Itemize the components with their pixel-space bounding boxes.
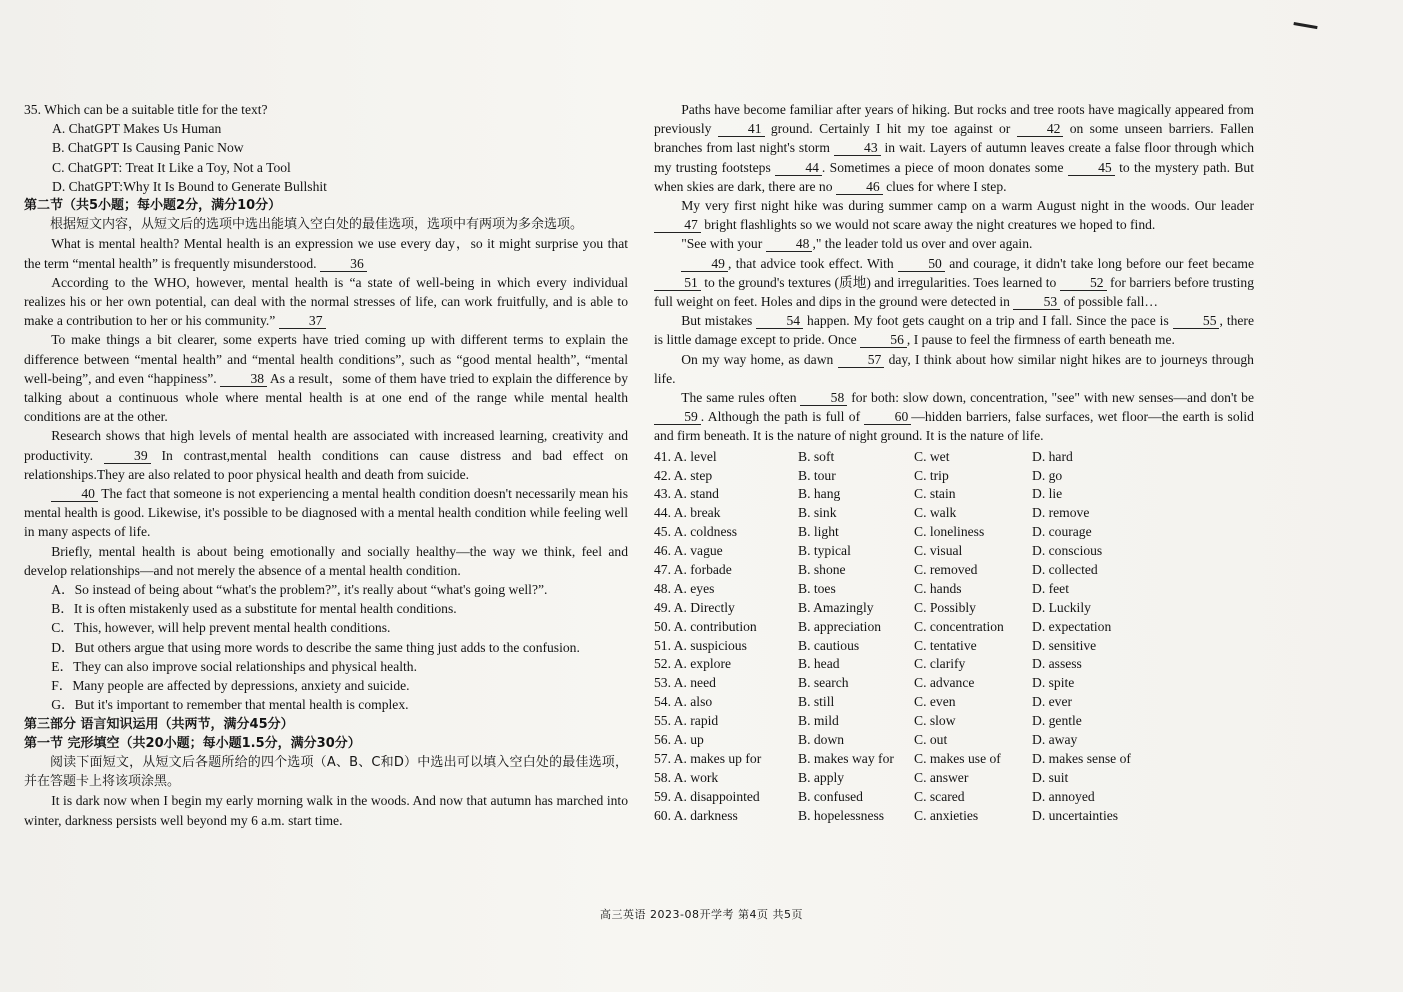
passage-paragraph <box>24 273 628 331</box>
cloze-option: 42. A. step <box>654 467 713 483</box>
cloze-option: 52. A. explore <box>654 656 732 672</box>
blank-36: 36 <box>320 256 367 272</box>
cloze-option: D. annoyed <box>1032 788 1095 804</box>
cloze-option: C. clarify <box>914 656 966 672</box>
cloze-text: bright flashlights so we would not scare away the night creatures we hoped to find. <box>704 217 1156 233</box>
cloze-option: D. collected <box>1032 562 1098 577</box>
cloze-option: B. hang <box>798 486 841 502</box>
blank-57: 57 <box>838 352 885 368</box>
passage-paragraph <box>24 234 628 272</box>
blank-47: 47 <box>654 217 701 233</box>
cloze-option: D. assess <box>1032 656 1082 672</box>
cloze-option: D. lie <box>1032 486 1063 502</box>
cloze-question-row <box>654 673 1254 692</box>
cloze-text: But mistakes <box>681 313 753 329</box>
cloze-option: 54. A. also <box>654 694 713 710</box>
cloze-option: D. conscious <box>1032 543 1103 559</box>
cloze-question-row <box>654 654 1254 673</box>
cloze-question-row <box>654 541 1254 560</box>
cloze-option: D. hard <box>1032 448 1073 464</box>
cloze-option: B. cautious <box>798 637 860 653</box>
passage-text: What is mental health? Mental health is an expression we use every day，so it might surprise you that the term “mental health” is frequently misunderstood. <box>24 236 628 271</box>
cloze-intro-paragraph: It is dark now when I begin my early morning walk in the woods. And now that autumn has marched into winter, darkness persists well beyond my 6 a.m. start time. <box>24 793 628 828</box>
cloze-question-row <box>654 484 1254 503</box>
cloze-text: day, I think about how similar night hikes are to journeys through life. <box>654 351 1254 386</box>
cloze-text: , there is little damage except to pride. Once <box>654 313 1254 348</box>
passage-text: Research shows that high levels of mental health are associated with increased learning, creativity and productivity. <box>24 428 628 463</box>
passage-paragraph <box>24 426 628 484</box>
blank-58: 58 <box>800 390 847 406</box>
cloze-text: to the ground's textures (质地) and irregularities. Toes learned to <box>704 274 1057 290</box>
cloze-paragraph <box>654 350 1254 388</box>
cloze-question-row <box>654 749 1254 768</box>
cloze-option: C. removed <box>914 562 978 577</box>
cloze-option: C. even <box>914 694 956 710</box>
cloze-option: C. answer <box>914 769 969 785</box>
blank-43: 43 <box>834 140 881 156</box>
cloze-option: B. tour <box>798 467 836 483</box>
blank-49: 49 <box>681 256 728 272</box>
cloze-question-row <box>654 768 1254 787</box>
cloze-option: C. anxieties <box>914 807 979 823</box>
cloze-option: D. sensitive <box>1032 637 1097 653</box>
cloze-text: ground. Certainly I hit my toe against or <box>770 121 1011 137</box>
cloze-question-row <box>654 466 1254 485</box>
blank-42: 42 <box>1017 121 1064 137</box>
q35-option-c: C. ChatGPT: Treat It Like a Toy, Not a Tool <box>52 159 291 175</box>
cloze-option: C. makes use of <box>914 750 1001 766</box>
cloze-option: B. down <box>798 732 845 748</box>
cloze-question-row <box>654 579 1254 598</box>
cloze-text: in wait. Layers of autumn leaves create a false floor through which my trusting footsteps <box>654 140 1255 175</box>
cloze-text: . Although the path is full of <box>700 409 861 425</box>
blank-56: 56 <box>860 332 907 348</box>
passage-text: In contrast,mental health conditions can cause distress and bad effect on relationships.They are also related to poor physical health and death from suicide. <box>24 447 628 482</box>
part3-subheading: 第一节 完形填空（共20小题；每小题1.5分，满分30分） <box>24 735 361 751</box>
part3-instruction: 阅读下面短文，从短文后各题所给的四个选项（A、B、C和D）中选出可以填入空白处的最佳选项，并在答题卡上将该项涂黑。 <box>24 754 628 790</box>
cloze-question-row <box>654 806 1254 825</box>
cloze-question-row <box>654 692 1254 711</box>
seven-choice-option-a: A．So instead of being about “what's the problem?”, it's really about “what's going well?”. <box>51 582 548 598</box>
cloze-question-row <box>654 503 1254 522</box>
cloze-question-row <box>654 617 1254 636</box>
cloze-text: "See with your <box>681 236 763 252</box>
left-column <box>24 100 628 830</box>
blank-50: 50 <box>898 256 945 272</box>
cloze-option: B. sink <box>798 505 837 521</box>
cloze-option: B. makes way for <box>798 750 894 766</box>
q35-option-a: A. ChatGPT Makes Us Human <box>52 121 222 137</box>
cloze-option: B. typical <box>798 543 851 559</box>
cloze-option: C. Possibly <box>914 599 976 615</box>
cloze-option: D. courage <box>1032 524 1092 540</box>
cloze-paragraph <box>654 311 1254 349</box>
cloze-text: and courage, it didn't take long before our feet became <box>949 255 1254 271</box>
cloze-paragraph <box>654 234 1254 253</box>
cloze-option: C. slow <box>914 713 956 729</box>
cloze-option: D. suit <box>1032 769 1069 785</box>
cloze-option: C. stain <box>914 486 956 502</box>
blank-59: 59 <box>654 409 701 425</box>
cloze-option: C. wet <box>914 448 950 464</box>
cloze-option: B. confused <box>798 788 863 804</box>
blank-40: 40 <box>51 486 98 502</box>
cloze-option: 60. A. darkness <box>654 807 738 823</box>
seven-choice-option-f: F．Many people are affected by depressions, anxiety and suicide. <box>51 678 410 694</box>
cloze-option: D. uncertainties <box>1032 807 1119 823</box>
cloze-option: 58. A. work <box>654 769 719 785</box>
cloze-question-row <box>654 787 1254 806</box>
cloze-option: 53. A. need <box>654 675 716 691</box>
cloze-option: 50. A. contribution <box>654 618 757 634</box>
cloze-option: B. hopelessness <box>798 807 885 823</box>
cloze-option: D. makes sense of <box>1032 750 1131 766</box>
q35-option-d: D. ChatGPT:Why It Is Bound to Generate Bullshit <box>52 178 327 194</box>
cloze-option: D. ever <box>1032 694 1073 710</box>
cloze-option: C. advance <box>914 675 975 691</box>
cloze-option: C. walk <box>914 505 957 521</box>
cloze-option: 56. A. up <box>654 732 704 748</box>
cloze-paragraph <box>654 388 1254 446</box>
blank-53: 53 <box>1013 294 1060 310</box>
cloze-option: D. go <box>1032 467 1063 483</box>
cloze-text: ," the leader told us over and over again. <box>812 236 1033 252</box>
corner-mark <box>1292 22 1317 35</box>
seven-choice-option-b: B．It is often mistakenly used as a substitute for mental health conditions. <box>51 601 457 617</box>
blank-45: 45 <box>1068 160 1115 176</box>
cloze-option: 41. A. level <box>654 448 717 464</box>
blank-51: 51 <box>654 275 701 291</box>
cloze-option: B. Amazingly <box>798 599 874 615</box>
cloze-option: 45. A. coldness <box>654 524 738 540</box>
passage-paragraph <box>24 330 628 426</box>
cloze-option: 55. A. rapid <box>654 713 719 729</box>
page-footer: 高三英语 2023-08开学考 第4页 共5页 <box>600 908 803 921</box>
section2-instruction: 根据短文内容，从短文后的选项中选出能填入空白处的最佳选项，选项中有两项为多余选项。 <box>50 217 584 233</box>
cloze-option: B. mild <box>798 713 839 729</box>
cloze-option: C. out <box>914 732 948 748</box>
cloze-text: on some unseen barriers. Fallen branches from last night's storm <box>654 121 1254 156</box>
cloze-option: C. scared <box>914 788 965 804</box>
cloze-text: On my way home, as dawn <box>681 351 834 367</box>
blank-46: 46 <box>836 179 883 195</box>
cloze-question-row <box>654 560 1254 579</box>
right-column <box>654 100 1254 824</box>
passage-text: According to the WHO, however, mental health is “a state of well-being in which every individual realizes his or her own potential, can deal with the normal stresses of life, can work fruitfully, and is able to make a contribution to her or his community.” <box>24 274 628 329</box>
cloze-option: 57. A. makes up for <box>654 750 762 766</box>
cloze-option: 49. A. Directly <box>654 599 735 615</box>
cloze-paragraph <box>654 254 1254 312</box>
cloze-option: D. expectation <box>1032 618 1112 634</box>
blank-48: 48 <box>766 236 813 252</box>
cloze-text: to the mystery path. But when skies are dark, there are no <box>654 159 1254 194</box>
cloze-option: 48. A. eyes <box>654 580 715 596</box>
cloze-text: , I pause to feel the firmness of earth beneath me. <box>906 332 1175 348</box>
cloze-option: C. visual <box>914 543 963 559</box>
blank-52: 52 <box>1060 275 1107 291</box>
blank-60: 60 <box>864 409 911 425</box>
cloze-option: 43. A. stand <box>654 486 719 502</box>
cloze-option: D. away <box>1032 732 1078 748</box>
cloze-option: B. apply <box>798 769 845 785</box>
passage-text: As a result，some of them have tried to explain the difference by talking about a continuous whole where mental health is at one end of the range while mental health conditions are at the other. <box>24 370 629 425</box>
q35-option-b: B. ChatGPT Is Causing Panic Now <box>52 140 244 156</box>
blank-44: 44 <box>775 160 822 176</box>
cloze-question-row <box>654 447 1254 466</box>
cloze-text: clues for where I step. <box>886 178 1007 194</box>
cloze-text: —hidden barriers, false surfaces, wet floor—the earth is solid and firm beneath. It is the nature of night ground. It is the nature of life. <box>654 409 1254 444</box>
passage-paragraph: Briefly, mental health is about being emotionally and socially healthy—the way we think, feel and develop relationships—and not merely the absence of a mental health condition. <box>24 543 628 578</box>
cloze-question-row <box>654 711 1254 730</box>
cloze-option: B. light <box>798 524 839 540</box>
cloze-option: 59. A. disappointed <box>654 788 760 804</box>
cloze-text: The same rules often <box>681 390 797 406</box>
cloze-text: My very first night hike was during summer camp on a warm August night in the woods. Our leader <box>681 198 1254 214</box>
cloze-question-grid <box>654 447 1254 825</box>
passage-text: To make things a bit clearer, some experts have tried coming up with different terms to explain the difference between “mental health” and “mental health conditions”, such as “good mental health”, “mental well-being”, and even “happiness”. <box>24 332 628 386</box>
seven-choice-option-g: G．But it's important to remember that mental health is complex. <box>51 697 409 713</box>
cloze-paragraph <box>654 100 1254 196</box>
cloze-option: D. spite <box>1032 675 1075 691</box>
cloze-option: C. hands <box>914 580 962 596</box>
cloze-option: B. head <box>798 656 840 672</box>
cloze-option: B. shone <box>798 562 846 577</box>
blank-38: 38 <box>220 371 267 387</box>
cloze-text: for barriers before trusting full weight on feet. Holes and dips in the ground were detected in <box>654 274 1254 310</box>
cloze-option: C. trip <box>914 467 949 483</box>
cloze-question-row <box>654 598 1254 617</box>
section2-heading: 第二节（共5小题；每小题2分，满分10分） <box>24 198 282 214</box>
passage-paragraph <box>24 484 628 542</box>
blank-39: 39 <box>104 448 151 464</box>
cloze-text: Paths have become familiar after years of hiking. But rocks and tree roots have magically appeared from previously <box>654 102 1254 137</box>
cloze-option: D. gentle <box>1032 713 1082 729</box>
cloze-option: 44. A. break <box>654 505 721 521</box>
cloze-text: . Sometimes a piece of moon donates some <box>821 159 1064 175</box>
cloze-option: C. loneliness <box>914 524 985 540</box>
q35-stem: 35. Which can be a suitable title for the text? <box>24 102 268 117</box>
blank-55: 55 <box>1173 313 1220 329</box>
blank-54: 54 <box>756 313 803 329</box>
cloze-text: of possible fall… <box>1063 294 1158 310</box>
seven-choice-option-c: C．This, however, will help prevent mental health conditions. <box>51 620 391 636</box>
passage-text: The fact that someone is not experiencing a mental health condition doesn't necessarily mean his mental health is good. Likewise, it's possible to be diagnosed with a mental health condition while feeling well in many aspects of life. <box>24 486 628 540</box>
cloze-question-row <box>654 522 1254 541</box>
cloze-option: D. remove <box>1032 505 1090 521</box>
cloze-option: B. search <box>798 675 849 691</box>
cloze-text: for both: slow down, concentration, "see" with new senses—and don't be <box>851 390 1254 406</box>
cloze-option: B. soft <box>798 448 835 464</box>
cloze-option: D. feet <box>1032 580 1069 596</box>
cloze-option: B. toes <box>798 580 836 596</box>
cloze-question-row <box>654 730 1254 749</box>
part3-heading: 第三部分 语言知识运用（共两节，满分45分） <box>24 716 294 732</box>
cloze-option: B. appreciation <box>798 618 882 634</box>
cloze-text: , that advice took effect. With <box>727 255 894 271</box>
cloze-option: D. Luckily <box>1032 599 1091 615</box>
seven-choice-option-d: D．But others argue that using more words to describe the same thing just adds to the confusion. <box>51 639 580 655</box>
cloze-option: 47. A. forbade <box>654 562 732 577</box>
blank-41: 41 <box>718 121 765 137</box>
cloze-option: 46. A. vague <box>654 543 723 559</box>
cloze-question-row <box>654 636 1254 655</box>
blank-37: 37 <box>279 313 326 329</box>
cloze-option: 51. A. suspicious <box>654 637 747 653</box>
cloze-option: B. still <box>798 694 835 710</box>
cloze-option: C. tentative <box>914 637 977 653</box>
cloze-text: happen. My foot gets caught on a trip and I fall. Since the pace is <box>807 313 1169 329</box>
cloze-paragraph <box>654 196 1254 234</box>
seven-choice-option-e: E．They can also improve social relationships and physical health. <box>51 658 417 674</box>
cloze-option: C. concentration <box>914 618 1004 634</box>
